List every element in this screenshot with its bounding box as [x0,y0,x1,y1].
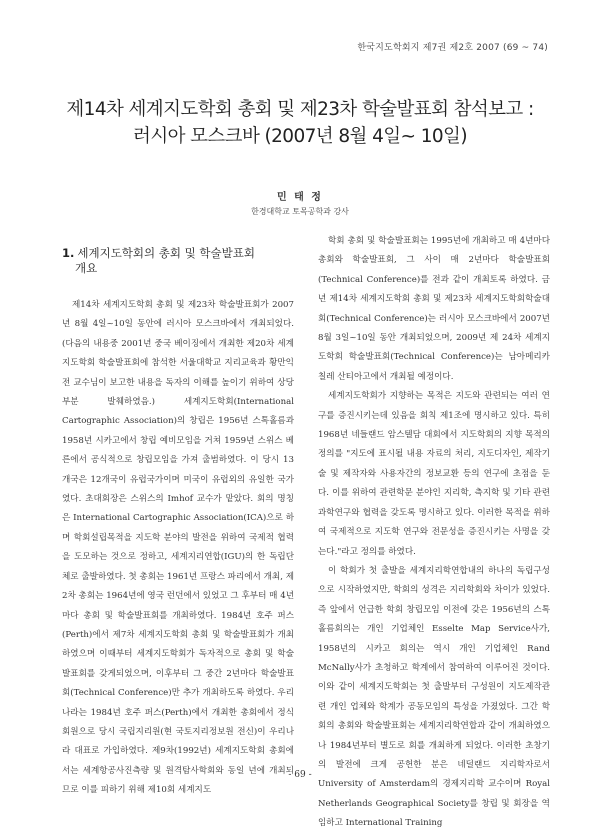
author-affiliation: 한경대학교 토목공학과 강사 [251,207,349,216]
page-number: - 69 - [288,770,312,780]
section-heading [62,246,298,276]
right-column [318,232,550,834]
section-title-line-2: 개요 [75,261,98,275]
body-paragraph: 이 학회가 첫 출발을 세계지리학연합내의 하나의 독립구성으로 시작하였지만, 학회의 성격은 지리학회와 차이가 있었다. 즉 앞에서 언급한 학회 창립모임 이전에 갖은 1956년의 스톡홀름회의는 개인 기업체인 Esselte Map Service사가, 1958년의 시카고 회의는 역시 개인 기업체인 Rand McNally사가 초청하고 학계에서 참여하여 이루어진 것이다. 이와 같이 세계지도학회는 첫 출발부터 구성원이 지도제작관련 개인 업체와 학계가 공동모임의 특성을 가졌었다. 그간 학회의 총회와 학술발표회는 세계지리학연합과 같이 개최하였으나 1984년부터 별도로 회를 개최하게 되었다. 이러한 초창기의 발전에 크게 공헌한 분은 네덜랜드 지리학자로서 University of Amsterdam의 경제지리학 교수이며 Royal Netherlands Geographical Society를 창립 및 회장을 역임하고 International Training [318,565,550,829]
section-title-line-1: 세계지도학회의 총회 및 학술발표회 [77,246,255,260]
article-title-line-1: 제14차 세계지도학회 총회 및 제23차 학술발표회 참석보고 : [66,99,534,120]
body-paragraph: 세계지도학회가 지향하는 목적은 지도와 관련되는 여러 연구를 증진시키는데 있음을 회칙 제1조에 명시하고 있다. 특히 1968년 네들랜드 암스텔담 대회에서 지도학회의 지향 목적의 정의를 "지도에 표시될 내용 자료의 처리, 지도디자인, 제작기술 및 제작자와 사용자간의 정보교환 등의 연구에 초점을 둔다. 이를 위하여 관련학문 분야인 지리학, 측지학 및 기타 관련 과학연구와 협력을 갖도록 명시하고 있다. 이러한 목적을 위하여 국제적으로 지도학 연구와 전문성을 증진시키는 사명을 갖는다."라고 정의를 하였다. [318,391,550,557]
body-paragraph: 제14차 세계지도학회 총회 및 제23차 학술발표회가 2007년 8월 4일~10일 동안에 러시아 모스크바에서 개최되었다.(다음의 내용중 2001년 중국 베이징에서 개최한 제20차 세계지도학회 학술발표회에 참석한 서울대학교 지리교육과 황만익 전 교수님이 보고한 내용을 독자의 이해를 높이기 위하여 상당부분 발췌하였음.) 세계지도학회(International Cartographic Association)의 창립은 1956년 스톡홀름과 1958년 시카고에서 창립 예비모임을 거쳐 1959년 스위스 베른에서 공식적으로 창립모임을 가져 출범하였다. 이 당시 13개국은 12개국이 유럽국가이며 미국이 유럽외의 유일한 국가였다. 초대회장은 스위스의 Imhof 교수가 맡았다. 회의 명칭은 International Cartographic Association(ICA)으로 하며 학회설립목적을 지도학 분야의 발전을 위하여 국제적 협력을 도모하는 것으로 정하고, 세계지리연합(IGU)의 한 독립단체로 출발하였다. 첫 총회는 1961년 프랑스 파리에서 개최, 제2차 총회는 1964년에 영국 런던에서 있었고 그 후부터 매 4년마다 총회 및 학술발표회를 개최하였다. 1984년 호주 퍼스(Perth)에서 제7차 세계지도학회 총회 및 학술발표회가 개최하였으며 이때부터 세계지도학회가 독자적으로 총회 및 학술발표회를 갖게되었으며, 이후부터 그 중간 2년마다 학술발표회(Technical Conference)만 추가 개최하도록 하였다. 우리나라는 1984년 호주 퍼스(Perth)에서 개최한 총회에서 정식회원으로 당시 국립지리원(현 국토지리정보원 전신)이 우리나라 대표로 가입하였다. 제9차(1992년) 세계지도학회 총회에서는 세계항공사진측량 및 원격탐사학회와 동일 년에 개최되므로 이를 피하기 위해 제10회 세계지도 [62,300,294,796]
article-title-line-2: 러시아 모스크바 (2007년 8월 4일~ 10일) [133,126,467,147]
article-title [40,96,560,150]
body-paragraph: 학회 총회 및 학술발표회는 1995년에 개최하고 매 4년마다 총회와 학술발표회, 그 사이 매 2년마다 학술발표회(Technical Conference)를 전과 같이 개최토록 하였다. 금년 제14차 세계지도학회 총회 및 제23차 세계지도학회학술대회(Technical Conference)는 러시아 모스크바에서 2007년 8월 3일~10일 동안 개최되었으며, 2009년 제 24차 세계지도학회 학술발표회(Technical Conference)는 남아메리카 칠레 산티아고에서 개최될 예정이다. [318,236,550,382]
section-number: 1. [62,246,75,260]
author-name: 민 태 정 [277,192,323,203]
left-column [62,296,294,801]
running-header: 한국지도학회지 제7권 제2호 2007 (69 ~ 74) [357,43,548,53]
